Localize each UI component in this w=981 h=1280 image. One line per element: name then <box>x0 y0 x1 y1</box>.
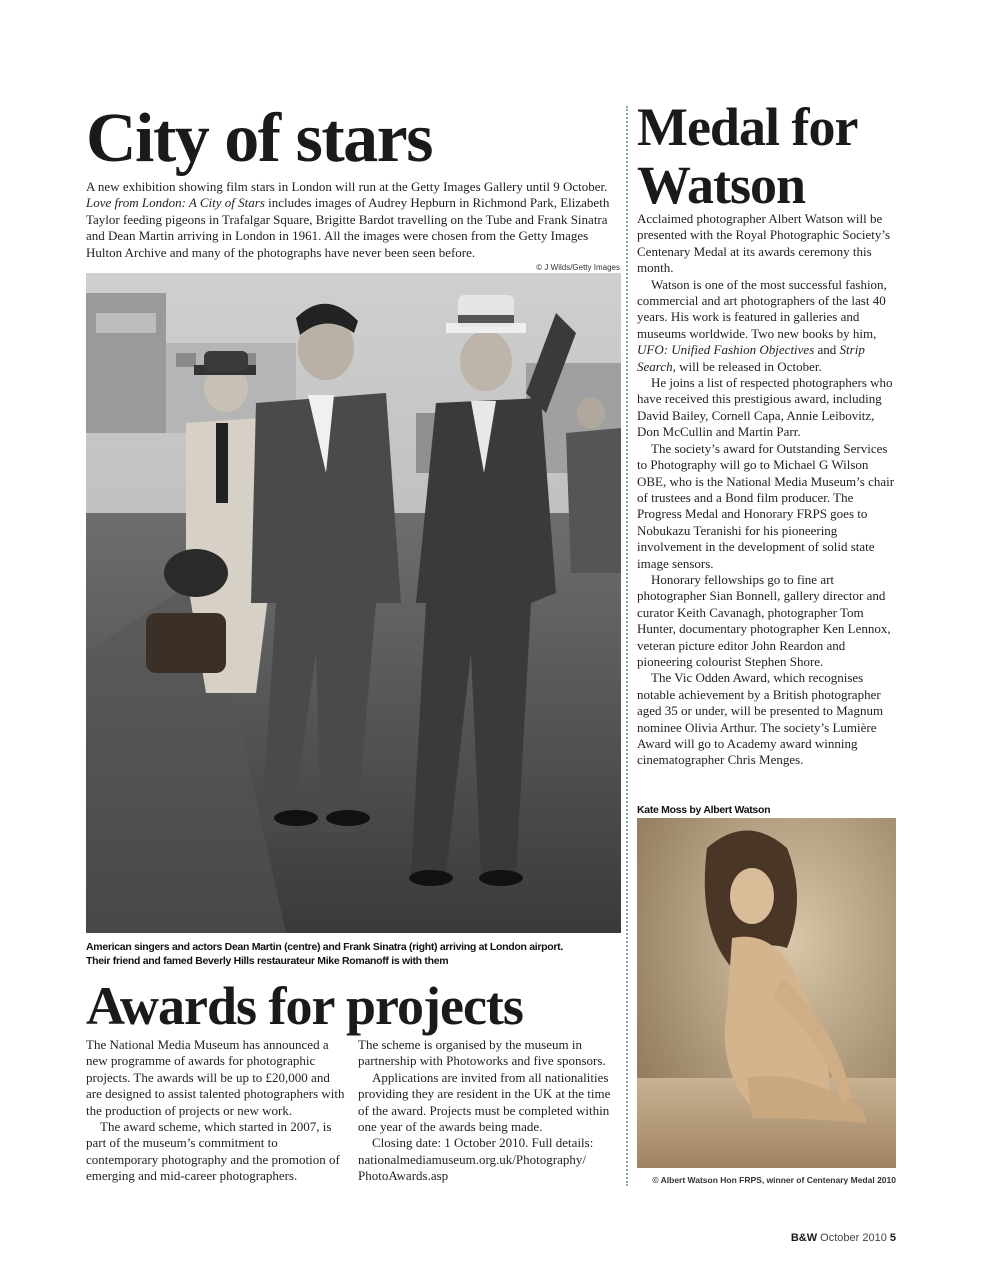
awards-paragraph-2: The award scheme, which started in 2007, is part of the museum’s commitment to contemporary photography and the promotion of emerging and mid-career photographers. <box>86 1119 340 1184</box>
medal-headline-line-1: Medal for <box>637 97 858 157</box>
city-intro <box>86 179 616 261</box>
issue-date: October 2010 <box>820 1232 887 1244</box>
column-divider <box>626 106 628 1186</box>
page-number: 5 <box>889 1232 896 1244</box>
medal-paragraph-2 <box>637 277 899 375</box>
medal-paragraph-1: Acclaimed photographer Albert Watson will be presented with the Royal Photographic Society’s Centenary Medal at its awards ceremony this month. <box>637 211 891 276</box>
awards-column-1 <box>86 1037 348 1185</box>
dean-martin-sinatra-photo <box>86 273 621 933</box>
awards-url-line-2: PhotoAwards.asp <box>358 1168 449 1184</box>
city-intro-title: Love from London: A City of Stars <box>86 195 265 211</box>
caption-line-1: American singers and actors Dean Martin (centre) and Frank Sinatra (right) arriving at London airport. <box>86 941 563 953</box>
medal-p2-text-b: , will be released in October. <box>672 358 822 374</box>
city-of-stars-headline: City of stars <box>86 100 432 177</box>
magazine-name: B&W <box>790 1232 818 1244</box>
medal-body <box>637 211 899 769</box>
city-photo-caption <box>86 940 626 968</box>
kate-moss-photo-label: Kate Moss by Albert Watson <box>637 804 771 816</box>
street-scene-illustration <box>86 273 621 933</box>
kate-moss-photo <box>637 818 896 1168</box>
caption-line-2: Their friend and famed Beverly Hills restaurateur Mike Romanoff is with them <box>86 955 449 967</box>
medal-paragraph-3: He joins a list of respected photographers who have received this prestigious award, including David Bailey, Cornell Capa, Annie Leibovitz, Don McCullin and Martin Parr. <box>637 375 893 440</box>
medal-paragraph-5: Honorary fellowships go to fine art photographer Sian Bonnell, gallery director and curator Keith Cavanagh, photographer Tom Hunter, documentary photographer Ken Lennox, veteran picture editor John Reardon and pioneering colourist Stephen Shore. <box>637 571 891 669</box>
medal-headline-line-2: Watson <box>637 155 806 215</box>
awards-paragraph-3: The scheme is organised by the museum in partnership with Photoworks and five sponsors. <box>358 1037 606 1069</box>
awards-column-2 <box>358 1037 624 1185</box>
city-intro-text-2: includes images of Audrey Hepburn in Richmond Park, Elizabeth Taylor feeding pigeons in Trafalgar Square, Brigitte Bardot travelling on the Tube and Frank Sinatra and Dean Martin arriving in London in 1961. All the images were chosen from the Getty Images Hulton Archive and many of the photographs have never been seen before. <box>86 195 610 260</box>
medal-p2-text-a: Watson is one of the most successful fashion, commercial and art photographers of the last 40 years. His work is featured in galleries and museums worldwide. Two new books by him, <box>637 276 887 341</box>
sepia-portrait-illustration <box>637 818 896 1168</box>
awards-closing-date: Closing date: 1 October 2010. Full details: <box>372 1135 594 1151</box>
medal-paragraph-6: The Vic Odden Award, which recognises notable achievement by a British photographer aged 35 or under, will be presented to Magnum nominee Olivia Arthur. The society’s Lumière Award will go to Academy award winning cinematographer Chris Menges. <box>637 670 884 768</box>
awards-paragraph-4: Applications are invited from all nationalities providing they are resident in the UK at the time of the award. Projects must be completed within one year of the awards being made. <box>358 1069 611 1135</box>
city-intro-text-1: A new exhibition showing film stars in London will run at the Getty Images Gallery until 9 October. <box>86 179 608 194</box>
kate-moss-photo-credit: © Albert Watson Hon FRPS, winner of Centenary Medal 2010 <box>652 1175 896 1185</box>
medal-headline <box>637 98 857 214</box>
city-photo-credit: © J Wilds/Getty Images <box>536 263 620 272</box>
book-title-ufo: UFO: Unified Fashion Objectives <box>637 342 815 358</box>
awards-url-line-1: nationalmediamuseum.org.uk/Photography/ <box>358 1151 586 1167</box>
page-footer <box>730 1232 896 1244</box>
awards-paragraph-1: The National Media Museum has announced a new programme of awards for photographic projects. The awards will be up to £20,000 and are designed to assist talented photographers with the production of projects or new work. <box>86 1037 345 1118</box>
medal-paragraph-4: The society’s award for Outstanding Services to Photography will go to Michael G Wilson OBE, who is the National Media Museum’s chair of trustees and a Bond film producer. The Progress Medal and Honorary FRPS goes to Nobukazu Teranishi for his pioneering involvement in the development of solid state image sensors. <box>637 440 895 571</box>
medal-p2-and: and <box>814 342 840 358</box>
book-title-strip-search: Strip Search <box>637 342 865 374</box>
awards-headline: Awards for projects <box>86 976 523 1036</box>
